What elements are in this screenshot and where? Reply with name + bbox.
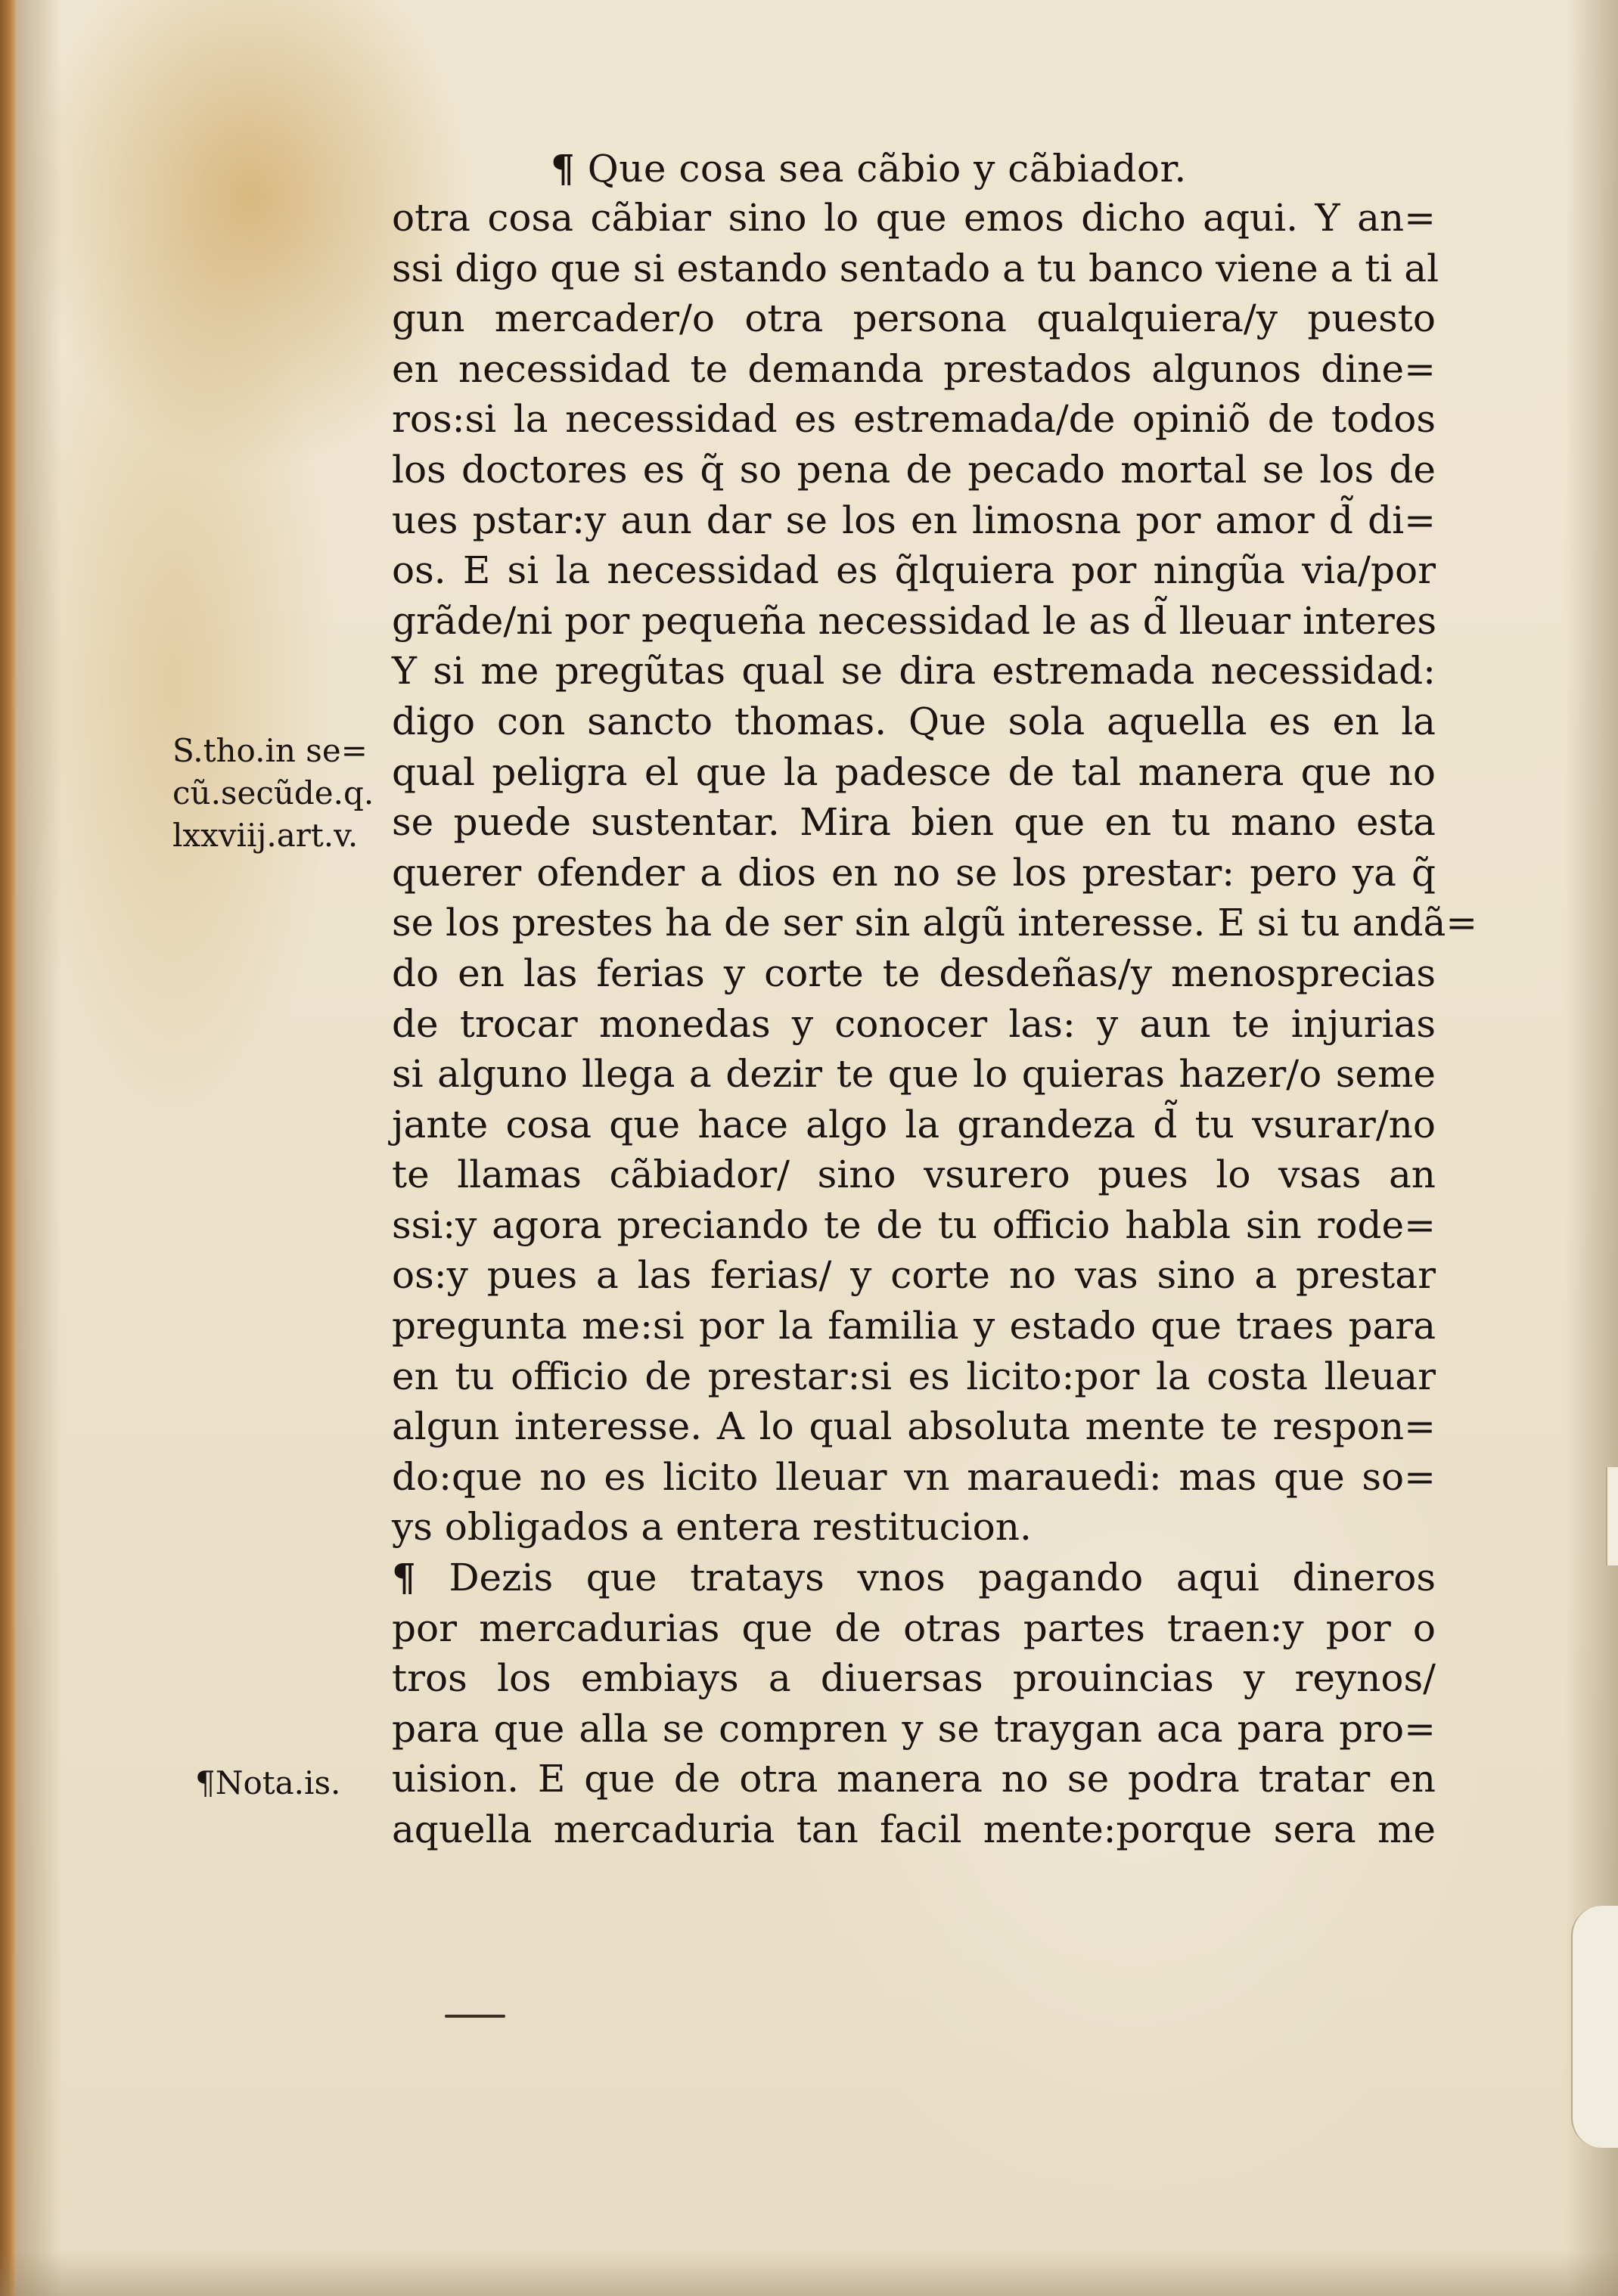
text-line: otra cosa cãbiar sino lo que emos dicho aqui. Y an=: [392, 196, 1436, 240]
text-line: querer ofender a dios en no se los prestar: pero ya q̃: [392, 850, 1436, 895]
text-line: aquella mercaduria tan facil mente:porque sera me: [392, 1807, 1436, 1851]
text-line: grãde/ni por pequeña necessidad le as d̃ lleuar interes: [392, 598, 1437, 643]
text-line: jante cosa que hace algo la grandeza d̃ tu vsurar/no: [392, 1102, 1436, 1146]
text-line: ys obligados a entera restitucion.: [392, 1505, 1032, 1550]
pilcrow-icon: ¶: [392, 1555, 416, 1600]
heading-text: Que cosa sea cãbio y cãbiador.: [587, 147, 1187, 191]
text-line: uision. E que de otra manera no se podra tratar en: [392, 1757, 1436, 1801]
text-line: de trocar monedas y conocer las: y aun te injurias: [392, 1001, 1436, 1046]
text-line: los doctores es q̃ so pena de pecado mortal se los de: [392, 447, 1436, 492]
text-line: si alguno llega a dezir te que lo quieras hazer/o seme: [392, 1052, 1436, 1097]
worn-bottom-edge: [0, 2251, 1618, 2296]
text-line: en necessidad te demanda prestados algunos dine=: [392, 346, 1436, 391]
text-line: digo con sancto thomas. Que sola aquella es en la: [392, 699, 1436, 743]
page-tear: [1606, 1467, 1618, 1565]
text-line: pregunta me:si por la familia y estado que traes para: [392, 1304, 1436, 1348]
gutter-shadow: [17, 0, 62, 2296]
text-line: do en las ferias y corte te desdeñas/y menosprecias: [392, 951, 1436, 995]
margin-note-line: lxxviij.art.v.: [172, 817, 359, 854]
text-line: os. E si la necessidad es q̃lquiera por ningũa via/por: [392, 548, 1436, 593]
text-line: ues pstar:y aun dar se los en limosna por amor d̃ di=: [392, 498, 1436, 542]
text-line: algun interesse. A lo qual absoluta mente te respon=: [392, 1404, 1436, 1449]
page-tear: [1571, 1906, 1618, 2148]
binding-edge: [0, 0, 17, 2296]
text-line: os:y pues a las ferias/ y corte no vas sino a prestar: [392, 1253, 1436, 1298]
text-line: ros:si la necessidad es estremada/de opiniõ de todos: [392, 397, 1436, 442]
text-line: do:que no es licito lleuar vn marauedi: mas que so=: [392, 1454, 1436, 1499]
text-line-paragraph: [392, 1553, 1436, 1603]
text-line: por mercadurias que de otras partes traen:y por o: [392, 1606, 1436, 1650]
margin-note-line: S.tho.in se=: [172, 732, 368, 769]
body-text: [392, 193, 1478, 1855]
text-line: ssi:y agora preciando te de tu officio habla sin rode=: [392, 1202, 1436, 1247]
margin-note-line: cũ.secũde.q.: [172, 774, 374, 811]
text-line: tros los embiays a diuersas prouincias y reynos/: [392, 1656, 1436, 1701]
pilcrow-icon: ¶: [551, 146, 576, 191]
text-line: se puede sustentar. Mira bien que en tu mano esta: [392, 800, 1436, 845]
text-line: te llamas cãbiador/ sino vsurero pues lo vsas an: [392, 1153, 1436, 1197]
text-line: qual peligra el que la padesce de tal manera que no: [392, 749, 1436, 794]
margin-note-nota: ¶Nota.is.: [195, 1764, 341, 1801]
text-line: se los prestes ha de ser sin algũ interesse. E si tu andã=: [392, 901, 1478, 945]
text-line: en tu officio de prestar:si es licito:por la costa lleuar: [392, 1354, 1436, 1398]
text-line: gun mercader/o otra persona qualquiera/y puesto: [392, 296, 1436, 341]
catchword-mark: [445, 2015, 505, 2018]
paragraph-text: Dezis que tratays vnos pagando aqui dineros: [449, 1556, 1436, 1600]
text-line: Y si me pregũtas qual se dira estremada necessidad:: [392, 649, 1436, 693]
text-line: ssi digo que si estando sentado a tu banco viene a ti al: [392, 246, 1439, 290]
margin-note-citation: [172, 730, 374, 857]
text-line: para que alla se compren y se traygan aca para pro=: [392, 1706, 1436, 1751]
